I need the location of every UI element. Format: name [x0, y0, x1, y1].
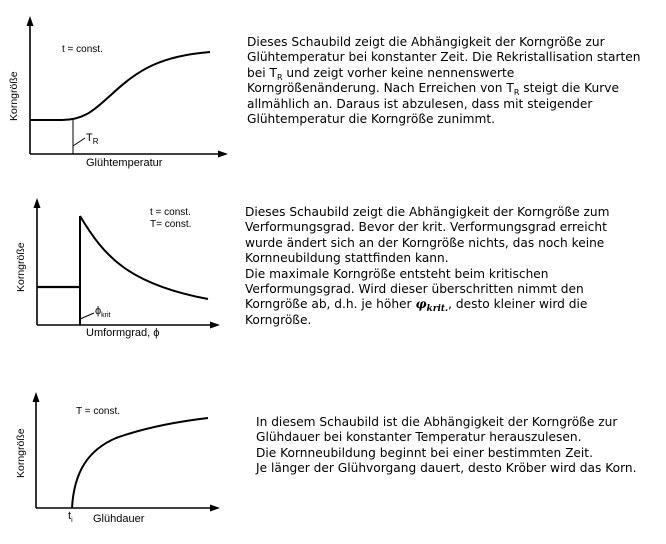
graph3-condition-label: T = const.	[76, 406, 121, 417]
section2-line: Die maximale Korngröße entsteht beim kritischen	[245, 266, 549, 281]
graph-grain-size-vs-annealing-time	[0, 380, 240, 540]
graph1-tr-marker	[86, 133, 99, 144]
graph2-phikrit-pointer	[80, 313, 94, 319]
section2-line: Korngröße ab, d.h. je höher $\varphi_{krit.}$, desto kleiner wird die	[245, 297, 588, 315]
graph2-phi-subscript: krit	[101, 312, 111, 319]
graph1-tr-symbol: T	[86, 132, 93, 144]
phi-krit-symbol: φ	[415, 297, 427, 312]
graph1-svg	[0, 0, 240, 180]
section2-line: wurde ändert sich an der Korngröße nichts, das noch keine	[245, 235, 605, 250]
graph3-t-symbol: t	[68, 510, 72, 522]
graph3-ti-marker	[68, 511, 73, 522]
section1-line: Korngrößenänderung. Nach Erreichen von $T_R$ steigt die Kurve	[247, 81, 619, 98]
graph1-x-label: Glühtemperatur	[86, 157, 163, 169]
section1-line: Glühtemperatur die Korngröße zunimmt.	[247, 112, 495, 127]
graph1-x-arrowhead	[218, 151, 228, 158]
graph3-x-arrowhead	[210, 505, 220, 512]
section3-line: In diesem Schaubild ist die Abhängigkeit der Korngröße zur	[256, 415, 618, 429]
graph3-y-label: Korngröße	[15, 428, 27, 478]
section2-description	[245, 205, 609, 328]
graph2-y-arrowhead	[34, 198, 41, 208]
section1-line: bei $T_R$ und zeigt vorher keine nennenswerte	[247, 65, 515, 82]
section2-line: Verformungsgrad. Bevor der krit. Verformungsgrad erreicht	[245, 220, 607, 235]
graph3-y-arrowhead	[33, 392, 40, 402]
graph1-curve	[30, 52, 210, 120]
graph2-svg	[0, 190, 240, 350]
graph-grain-size-vs-annealing-temperature	[0, 0, 240, 180]
section1-line: Glühtemperatur bei konstanter Zeit. Die Rekristallisation starten	[247, 50, 641, 65]
section3-line: Die Kornneubildung beginnt bei einer bestimmten Zeit.	[256, 445, 593, 460]
section3-line: Je länger der Glühvorgang dauert, desto Kröber wird das Korn.	[256, 461, 637, 476]
section1-line: allmählich an. Daraus ist abzulesen, dass mit steigender	[247, 96, 593, 111]
graph2-phikrit-marker	[95, 306, 111, 317]
graph2-x-label: Umformgrad, ϕ	[86, 327, 160, 339]
section3-line: Glühdauer bei konstanter Temperatur herauszulesen.	[256, 430, 582, 445]
section2-line: Verformungsgrad. Wird dieser überschritten nimmt den	[245, 282, 584, 297]
section2-line: Korngröße.	[245, 312, 312, 327]
graph1-y-arrowhead	[27, 16, 34, 26]
graph1-tr-subscript: R	[92, 137, 99, 146]
section1-description	[247, 35, 641, 127]
graph2-phi-symbol: ϕ	[95, 305, 102, 317]
graph2-y-label: Korngröße	[15, 242, 27, 292]
graph2-condition-time: t = const.	[150, 207, 191, 218]
section2-line: Kornneubildung stattfinden kann.	[245, 251, 449, 266]
graph3-curve	[72, 418, 208, 508]
graph2-condition-temperature: T= const.	[150, 219, 192, 230]
graph2-x-arrowhead	[210, 322, 220, 329]
section2-line: Dieses Schaubild zeigt die Abhängigkeit der Korngröße zum	[245, 205, 610, 219]
graph3-x-label: Glühdauer	[93, 513, 145, 525]
graph3-t-subscript: i	[71, 517, 73, 524]
graph1-y-label: Korngröße	[8, 71, 20, 121]
graph1-condition-label: t = const.	[62, 44, 103, 55]
section3-description	[256, 415, 636, 477]
section1-line: Dieses Schaubild zeigt die Abhängigkeit der Korngröße zur	[247, 35, 605, 49]
graph-grain-size-vs-deformation	[0, 190, 240, 350]
graph1-tr-pointer	[73, 138, 85, 146]
